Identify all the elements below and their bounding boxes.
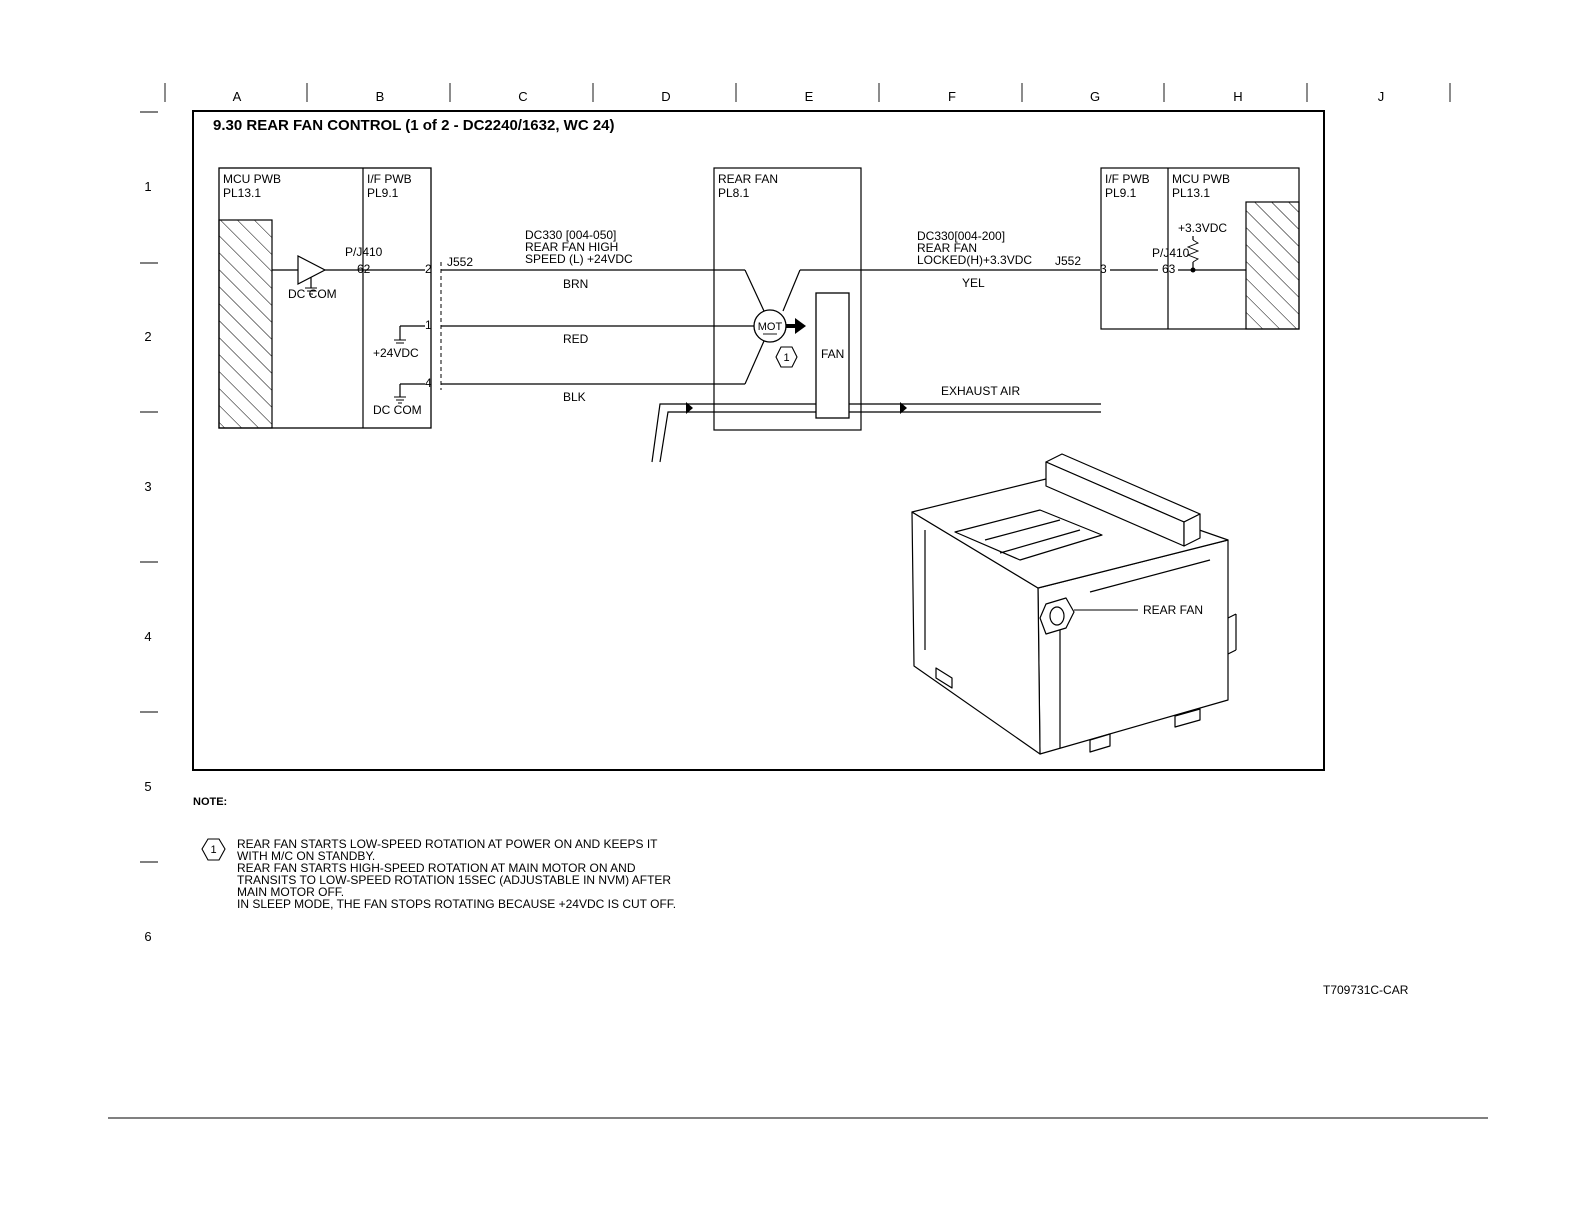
column-label: E xyxy=(804,89,814,104)
column-label: D xyxy=(661,89,671,104)
wire-yel-label: YEL xyxy=(962,276,985,290)
note-line: IN SLEEP MODE, THE FAN STOPS ROTATING BECAUSE +24VDC IS CUT OFF. xyxy=(237,897,677,911)
left-boards xyxy=(219,168,432,428)
pj410-right-label: P/J410 xyxy=(1152,246,1190,260)
note-line: TRANSITS TO LOW-SPEED ROTATION 15SEC (ADJUSTABLE IN NVM) AFTER xyxy=(237,873,672,887)
if-pwb-label: I/F PWB xyxy=(367,172,412,186)
row-label: 1 xyxy=(144,179,152,194)
column-label: B xyxy=(375,89,385,104)
note-line: REAR FAN STARTS LOW-SPEED ROTATION AT POWER ON AND KEEPS IT xyxy=(237,837,658,851)
if-pwb-right-label: I/F PWB xyxy=(1105,172,1150,186)
column-label: G xyxy=(1089,89,1101,104)
exhaust-air-label: EXHAUST AIR xyxy=(941,384,1021,398)
if-pwb-pl: PL9.1 xyxy=(367,186,399,200)
signal-left-line3: SPEED (L) +24VDC xyxy=(525,252,633,266)
rear-fan-pl: PL8.1 xyxy=(718,186,750,200)
signal-left-line2: REAR FAN HIGH xyxy=(525,240,619,254)
wire-brn-label: BRN xyxy=(563,277,589,291)
diagram-title: 9.30 REAR FAN CONTROL (1 of 2 - DC2240/1632, WC 24) xyxy=(213,117,615,134)
signal-right-line2: REAR FAN xyxy=(917,241,978,255)
signal-right-line1: DC330[004-200] xyxy=(917,229,1006,243)
dc-com-buffer-label: DC COM xyxy=(288,287,337,301)
pin-1: 1 xyxy=(425,318,432,332)
j552-right-label: J552 xyxy=(1055,254,1082,268)
if-pwb-right-pl: PL9.1 xyxy=(1105,186,1137,200)
row-label: 6 xyxy=(144,929,152,944)
column-label: C xyxy=(518,89,528,104)
v33-label: +3.3VDC xyxy=(1178,221,1228,235)
pin-2: 2 xyxy=(425,262,432,276)
pin-63: 63 xyxy=(1162,262,1176,276)
airflow xyxy=(652,384,1101,462)
note-line: MAIN MOTOR OFF. xyxy=(237,885,345,899)
rear-fan-label: REAR FAN xyxy=(718,172,779,186)
pin-62: 62 xyxy=(357,262,371,276)
column-label: H xyxy=(1233,89,1243,104)
signal-right-line3: LOCKED(H)+3.3VDC xyxy=(917,253,1033,267)
column-label: F xyxy=(948,89,956,104)
mcu-pwb-pl: PL13.1 xyxy=(223,186,262,200)
row-label: 5 xyxy=(144,779,152,794)
mcu-pwb-label: MCU PWB xyxy=(223,172,281,186)
mcu-pwb-right-pl: PL13.1 xyxy=(1172,186,1211,200)
column-label: A xyxy=(232,89,242,104)
printer-rear-fan-callout: REAR FAN xyxy=(1143,603,1204,617)
note-heading: NOTE: xyxy=(193,796,228,808)
row-label: 2 xyxy=(144,329,152,344)
fan-label: FAN xyxy=(821,347,845,361)
pj410-label: P/J410 xyxy=(345,245,383,259)
wire-blk-label: BLK xyxy=(563,390,586,404)
document-id: T709731C-CAR xyxy=(1323,983,1409,997)
pin-3: 3 xyxy=(1100,262,1107,276)
mcu-pwb-right-label: MCU PWB xyxy=(1172,172,1230,186)
signal-left-line1: DC330 [004-050] xyxy=(525,228,617,242)
wire-red-label: RED xyxy=(563,332,589,346)
column-label: J xyxy=(1377,89,1385,104)
dc-com-label: DC COM xyxy=(373,403,422,417)
resistor-icon xyxy=(1188,240,1198,262)
right-boards xyxy=(1100,168,1299,329)
pin-4: 4 xyxy=(425,376,432,390)
v24-label: +24VDC xyxy=(373,346,419,360)
j552-left-label: J552 xyxy=(447,255,474,269)
note-line: REAR FAN STARTS HIGH-SPEED ROTATION AT MAIN MOTOR ON AND xyxy=(237,861,636,875)
note-line: WITH M/C ON STANDBY. xyxy=(237,849,376,863)
row-label: 4 xyxy=(144,629,152,644)
row-label: 3 xyxy=(144,479,152,494)
note-ref-number: 1 xyxy=(210,844,217,856)
drive-arrow-icon xyxy=(795,318,806,334)
motor-label: MOT xyxy=(757,321,783,333)
note-ref-number: 1 xyxy=(783,352,790,364)
